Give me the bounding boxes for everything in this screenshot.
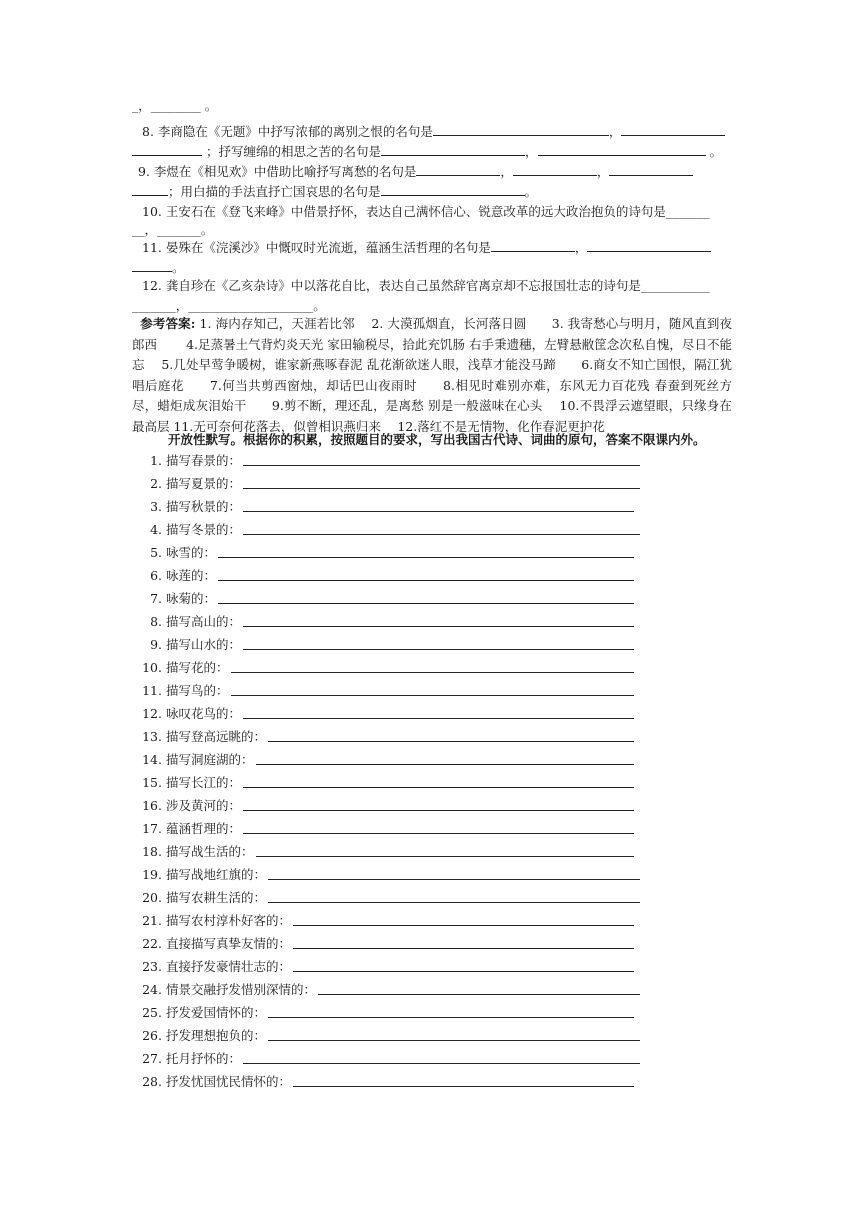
answer-line[interactable] bbox=[243, 649, 634, 650]
answer-line[interactable] bbox=[268, 1040, 640, 1041]
open-item-28 bbox=[142, 1073, 291, 1091]
open-item-19 bbox=[142, 866, 266, 884]
item-number: 3. bbox=[150, 499, 162, 514]
item-label: 描写鸟的： bbox=[166, 683, 229, 698]
item-number: 1. bbox=[150, 453, 162, 468]
answer-blank[interactable] bbox=[132, 182, 168, 196]
open-item-26 bbox=[142, 1027, 266, 1045]
answer-line[interactable] bbox=[218, 557, 634, 558]
item-number: 15. bbox=[142, 775, 162, 790]
answer-line[interactable] bbox=[231, 672, 634, 673]
question-7-tail-text: _，________ 。 bbox=[132, 98, 218, 113]
answer-line[interactable] bbox=[293, 948, 634, 949]
question-12-blanks[interactable]: _______，____________________。 bbox=[132, 298, 326, 313]
item-number: 22. bbox=[142, 936, 162, 951]
item-label: 描写长江的： bbox=[166, 775, 242, 790]
open-item-1 bbox=[142, 452, 241, 470]
item-number: 14. bbox=[142, 752, 162, 767]
item-label: 咏叹花鸟的： bbox=[166, 706, 242, 721]
open-item-22 bbox=[142, 935, 291, 953]
item-number: 21. bbox=[142, 913, 162, 928]
item-label: 抒发理想抱负的： bbox=[166, 1028, 267, 1043]
open-item-23 bbox=[142, 958, 291, 976]
item-label: 描写战生活的： bbox=[166, 844, 254, 859]
item-number: 7. bbox=[150, 591, 162, 606]
question-10-prompt: 10. 王安石在《登飞来峰》中借景抒怀，表达自己满怀信心、锐意改革的远大政治抱负的诗句是_______ bbox=[142, 204, 710, 219]
item-number: 18. bbox=[142, 844, 162, 859]
punct: ， bbox=[596, 164, 610, 179]
answer-line[interactable] bbox=[243, 833, 634, 834]
answer-line[interactable] bbox=[243, 626, 634, 627]
question-8 bbox=[142, 122, 732, 143]
item-label: 抒发忧国忧民情怀的： bbox=[166, 1074, 292, 1089]
question-9-prompt: 9. 李煜在《相见欢》中借助比喻抒写离愁的名句是 bbox=[138, 164, 417, 179]
open-item-24 bbox=[142, 981, 316, 999]
open-item-15 bbox=[142, 774, 241, 792]
answer-line[interactable] bbox=[231, 695, 634, 696]
item-label: 蕴涵哲理的： bbox=[166, 821, 242, 836]
item-number: 20. bbox=[142, 890, 162, 905]
question-11-prompt: 11. 晏殊在《浣溪沙》中慨叹时光流逝，蕴涵生活哲理的名句是 bbox=[142, 240, 491, 255]
answer-line[interactable] bbox=[256, 764, 634, 765]
answer-blank[interactable] bbox=[381, 142, 525, 156]
answer-line[interactable] bbox=[243, 511, 634, 512]
question-9-line-2 bbox=[132, 182, 732, 203]
answer-line[interactable] bbox=[243, 787, 634, 788]
open-item-20 bbox=[142, 889, 266, 907]
item-label: 咏莲的： bbox=[166, 568, 217, 583]
punct: 。 bbox=[709, 144, 723, 159]
item-label: 咏雪的： bbox=[166, 545, 217, 560]
item-number: 11. bbox=[142, 683, 162, 698]
open-item-9 bbox=[142, 636, 241, 654]
question-9-prompt-2: ；用白描的手法直抒亡国哀思的名句是 bbox=[168, 184, 381, 199]
item-label: 描写登高远眺的： bbox=[166, 729, 267, 744]
open-item-11 bbox=[142, 682, 229, 700]
item-label: 描写战地红旗的： bbox=[166, 867, 267, 882]
answer-line[interactable] bbox=[243, 465, 640, 466]
answer-blank[interactable] bbox=[433, 122, 609, 136]
open-item-12 bbox=[142, 705, 241, 723]
answer-blank[interactable] bbox=[538, 142, 706, 156]
item-label: 描写洞庭湖的： bbox=[166, 752, 254, 767]
item-label: 直接抒发豪情壮志的： bbox=[166, 959, 292, 974]
answer-line[interactable] bbox=[318, 994, 640, 995]
question-12 bbox=[142, 276, 732, 297]
answer-line[interactable] bbox=[293, 925, 634, 926]
punct: ， bbox=[608, 124, 622, 139]
item-number: 25. bbox=[142, 1005, 162, 1020]
open-item-18 bbox=[142, 843, 254, 861]
item-number: 19. bbox=[142, 867, 162, 882]
answer-blank[interactable] bbox=[491, 238, 575, 252]
item-number: 6. bbox=[150, 568, 162, 583]
item-label: 描写农耕生活的： bbox=[166, 890, 267, 905]
item-label: 涉及黄河的： bbox=[166, 798, 242, 813]
question-10-blanks[interactable]: __，_______。 bbox=[132, 222, 214, 237]
item-number: 10. bbox=[142, 660, 162, 675]
answer-blank[interactable] bbox=[513, 162, 597, 176]
open-item-25 bbox=[142, 1004, 266, 1022]
answer-line[interactable] bbox=[243, 718, 634, 719]
question-7-tail bbox=[132, 96, 732, 117]
reference-answers-label: 参考答案: bbox=[140, 316, 196, 331]
item-label: 描写高山的： bbox=[166, 614, 242, 629]
item-label: 描写花的： bbox=[166, 660, 229, 675]
question-8-prompt: 8. 李商隐在《无题》中抒写浓郁的离别之恨的名句是 bbox=[142, 124, 433, 139]
item-number: 13. bbox=[142, 729, 162, 744]
item-label: 描写秋景的： bbox=[166, 499, 242, 514]
open-item-13 bbox=[142, 728, 266, 746]
item-label: 描写夏景的： bbox=[166, 476, 242, 491]
answer-line[interactable] bbox=[243, 488, 640, 489]
answer-blank[interactable] bbox=[381, 182, 525, 196]
item-label: 抒发爱国情怀的： bbox=[166, 1005, 267, 1020]
answer-line[interactable] bbox=[293, 971, 634, 972]
item-number: 5. bbox=[150, 545, 162, 560]
open-item-27 bbox=[142, 1050, 241, 1068]
punct: 。 bbox=[524, 184, 538, 199]
reference-answers bbox=[132, 314, 732, 437]
question-12-prompt: 12. 龚自珍在《乙亥杂诗》中以落花自比，表达自己虽然辞官离京却不忘报国壮志的诗句是___________ bbox=[142, 278, 710, 293]
answer-line[interactable] bbox=[243, 1063, 640, 1064]
item-number: 2. bbox=[150, 476, 162, 491]
question-9 bbox=[138, 162, 732, 183]
open-item-3 bbox=[142, 498, 241, 516]
item-number: 12. bbox=[142, 706, 162, 721]
punct: ， bbox=[574, 240, 588, 255]
question-8-prompt-2: ；抒写缠绵的相思之苦的名句是 bbox=[205, 144, 381, 159]
question-11 bbox=[142, 238, 732, 259]
open-item-21 bbox=[142, 912, 291, 930]
answer-line[interactable] bbox=[268, 879, 640, 880]
open-item-14 bbox=[142, 751, 254, 769]
answer-line[interactable] bbox=[268, 1017, 634, 1018]
answer-blank[interactable] bbox=[416, 162, 500, 176]
punct: ， bbox=[500, 164, 513, 179]
item-label: 咏菊的： bbox=[166, 591, 217, 606]
answer-line[interactable] bbox=[268, 741, 634, 742]
open-item-6 bbox=[142, 567, 216, 585]
punct: 。 bbox=[172, 260, 185, 275]
open-writing-instruction: 开放性默写。根据你的积累，按照题目的要求，写出我国古代诗、词曲的原句，答案不限课内外。 bbox=[168, 432, 706, 447]
open-item-4 bbox=[142, 521, 241, 539]
item-number: 24. bbox=[142, 982, 162, 997]
item-number: 28. bbox=[142, 1074, 162, 1089]
answer-line[interactable] bbox=[268, 902, 640, 903]
answer-line[interactable] bbox=[218, 603, 634, 604]
open-item-5 bbox=[142, 544, 216, 562]
item-label: 直接描写真挚友情的： bbox=[166, 936, 292, 951]
reference-answers-text: 1. 海内存知己，天涯若比邻 2. 大漠孤烟直，长河落日圆 3. 我寄愁心与明月，随风直到夜郎西 4.足蒸暑土气背灼炎天光 家田输税尽，拾此充饥肠 右手秉遗穗，左臂悬敝筐念次私自愧，尽日不能忘 5.几处早莺争暖树，谁家新燕啄春泥 乱花渐欲迷人眼，浅草才能没马蹄 6.商女不知亡国恨，隔江犹唱后庭花 7.何当共剪西窗烛，却话巴山夜雨时 8.相见时难别亦难，东风无力百花残 春蚕到死丝方尽，蜡炬成灰泪始干 9.剪不断，理还乱，是离愁 别是一般滋味在心头 10.不畏浮云遮望眼，只缘身在最高层 11.无可奈何花落去，似曾相识燕归来 12.落红不是无情物，化作春泥更护花 bbox=[132, 316, 732, 434]
item-label: 描写农村淳朴好客的： bbox=[166, 913, 292, 928]
item-number: 23. bbox=[142, 959, 162, 974]
open-item-16 bbox=[142, 797, 241, 815]
answer-line[interactable] bbox=[243, 810, 634, 811]
item-number: 27. bbox=[142, 1051, 162, 1066]
item-number: 16. bbox=[142, 798, 162, 813]
item-label: 托月抒怀的： bbox=[166, 1051, 242, 1066]
item-label: 描写山水的： bbox=[166, 637, 242, 652]
item-label: 描写冬景的： bbox=[166, 522, 242, 537]
answer-blank[interactable] bbox=[587, 238, 711, 252]
answer-line[interactable] bbox=[293, 1086, 634, 1087]
question-8-line-2 bbox=[132, 142, 732, 163]
open-item-7 bbox=[142, 590, 216, 608]
answer-blank[interactable] bbox=[609, 162, 693, 176]
item-number: 17. bbox=[142, 821, 162, 836]
item-number: 26. bbox=[142, 1028, 162, 1043]
answer-blank[interactable] bbox=[621, 122, 725, 136]
open-item-8 bbox=[142, 613, 241, 631]
item-label: 描写春景的： bbox=[166, 453, 242, 468]
open-item-10 bbox=[142, 659, 229, 677]
answer-line[interactable] bbox=[243, 534, 640, 535]
answer-line[interactable] bbox=[218, 580, 634, 581]
item-number: 9. bbox=[150, 637, 162, 652]
open-item-2 bbox=[142, 475, 241, 493]
item-number: 4. bbox=[150, 522, 162, 537]
punct: ， bbox=[525, 144, 538, 159]
item-label: 情景交融抒发惜别深情的： bbox=[166, 982, 317, 997]
answer-line[interactable] bbox=[256, 856, 634, 857]
open-item-17 bbox=[142, 820, 241, 838]
item-number: 8. bbox=[150, 614, 162, 629]
answer-blank[interactable] bbox=[132, 258, 172, 272]
answer-blank[interactable] bbox=[132, 142, 202, 156]
